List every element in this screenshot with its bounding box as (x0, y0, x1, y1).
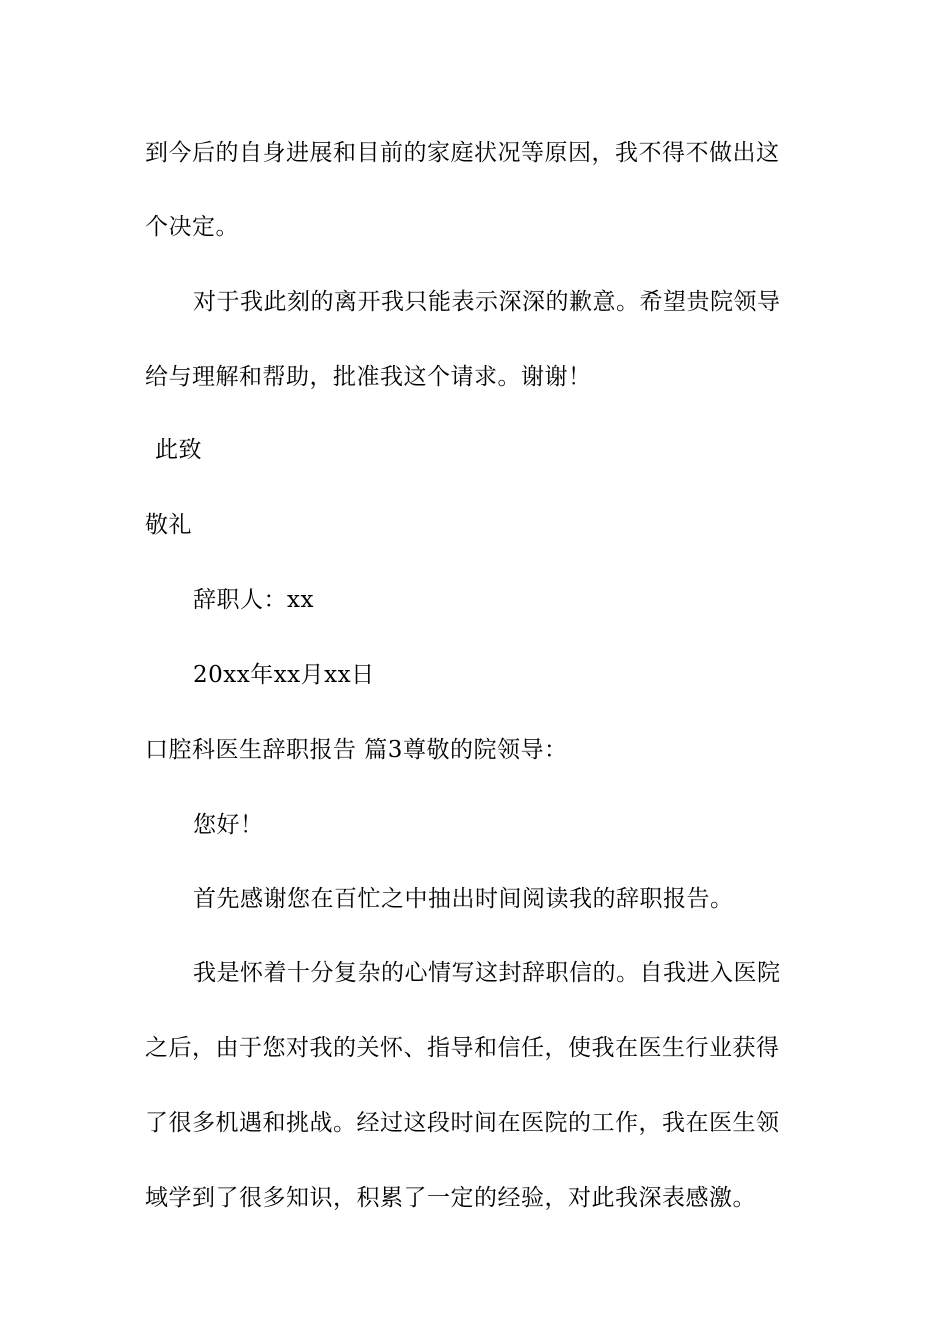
paragraph-line: 对于我此刻的离开我只能表示深深的歉意。希望贵院领导 (193, 289, 781, 315)
paragraph-line: 给与理解和帮助，批准我这个请求。谢谢！ (145, 364, 592, 390)
section-heading: 口腔科医生辞职报告 篇3尊敬的院领导： (145, 737, 568, 763)
paragraph-line: 个决定。 (145, 214, 239, 240)
paragraph-line: 之后，由于您对我的关怀、指导和信任，使我在医生行业获得 (145, 1035, 780, 1061)
paragraph-line: 域学到了很多知识，积累了一定的经验，对此我深表感激。 (145, 1185, 756, 1211)
signature-line: 辞职人：xx (193, 587, 314, 613)
paragraph-line: 首先感谢您在百忙之中抽出时间阅读我的辞职报告。 (193, 886, 734, 912)
paragraph-line: 到今后的自身进展和目前的家庭状况等原因，我不得不做出这 (145, 140, 780, 166)
paragraph-line: 我是怀着十分复杂的心情写这封辞职信的。自我进入医院 (193, 960, 781, 986)
greeting-line: 您好！ (193, 812, 264, 838)
paragraph-line: 了很多机遇和挑战。经过这段时间在医院的工作，我在医生领 (145, 1110, 780, 1136)
closing-regards: 敬礼 (145, 512, 192, 538)
date-line: 20xx年xx月xx日 (193, 662, 375, 688)
closing-salutation: 此致 (155, 437, 202, 463)
